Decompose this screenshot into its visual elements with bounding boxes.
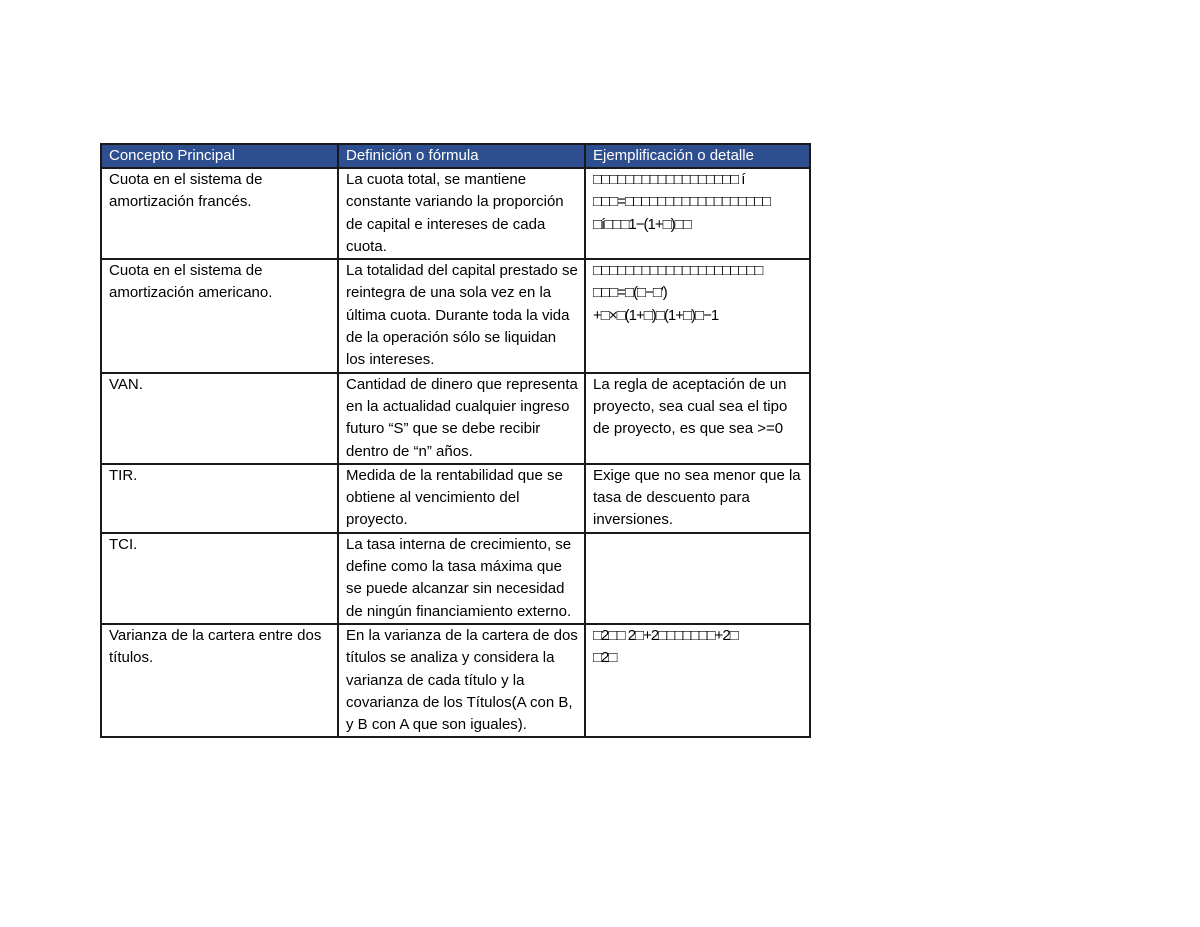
cell-definition: En la varianza de la cartera de dos títulos se analiza y considera la varianza de cada título y la covarianza de los Títulos(A con B, y B con A que son iguales). <box>338 624 585 737</box>
cell-detail: □□□□□□□□□□□□□□□□□□ í □□□=□□□□□□□□□□□□□□□□□□ □í□□□1−(1+□)□□ <box>585 168 810 259</box>
cell-definition: La totalidad del capital prestado se reintegra de una sola vez en la última cuota. Durante toda la vida de la operación sólo se liquidan los intereses. <box>338 259 585 372</box>
cell-concept: TCI. <box>101 533 338 624</box>
cell-concept: VAN. <box>101 373 338 464</box>
table-row <box>101 168 810 259</box>
header-detail: Ejemplificación o detalle <box>585 144 810 168</box>
table-row <box>101 373 810 464</box>
cell-detail <box>585 533 810 624</box>
cell-concept: Varianza de la cartera entre dos títulos. <box>101 624 338 737</box>
cell-definition: La tasa interna de crecimiento, se define como la tasa máxima que se puede alcanzar sin necesidad de ningún financiamiento externo. <box>338 533 585 624</box>
cell-definition: Medida de la rentabilidad que se obtiene al vencimiento del proyecto. <box>338 464 585 533</box>
cell-definition: La cuota total, se mantiene constante variando la proporción de capital e intereses de cada cuota. <box>338 168 585 259</box>
concepts-table <box>100 143 811 738</box>
cell-detail: □2□□ 2□+2□□□□□□□+2□ □2□ <box>585 624 810 737</box>
cell-detail: La regla de aceptación de un proyecto, sea cual sea el tipo de proyecto, es que sea >=0 <box>585 373 810 464</box>
header-concept: Concepto Principal <box>101 144 338 168</box>
cell-concept: Cuota en el sistema de amortización americano. <box>101 259 338 372</box>
cell-concept: TIR. <box>101 464 338 533</box>
table-row <box>101 464 810 533</box>
table-header-row <box>101 144 810 168</box>
cell-definition: Cantidad de dinero que representa en la actualidad cualquier ingreso futuro “S” que se debe recibir dentro de “n” años. <box>338 373 585 464</box>
header-definition: Definición o fórmula <box>338 144 585 168</box>
cell-detail: □□□□□□□□□□□□□□□□□□□□□ □□□=□(□−□′) +□×□(1+□)□(1+□)□−1 <box>585 259 810 372</box>
table-row <box>101 533 810 624</box>
table-row <box>101 624 810 737</box>
table-row <box>101 259 810 372</box>
cell-concept: Cuota en el sistema de amortización francés. <box>101 168 338 259</box>
cell-detail: Exige que no sea menor que la tasa de descuento para inversiones. <box>585 464 810 533</box>
